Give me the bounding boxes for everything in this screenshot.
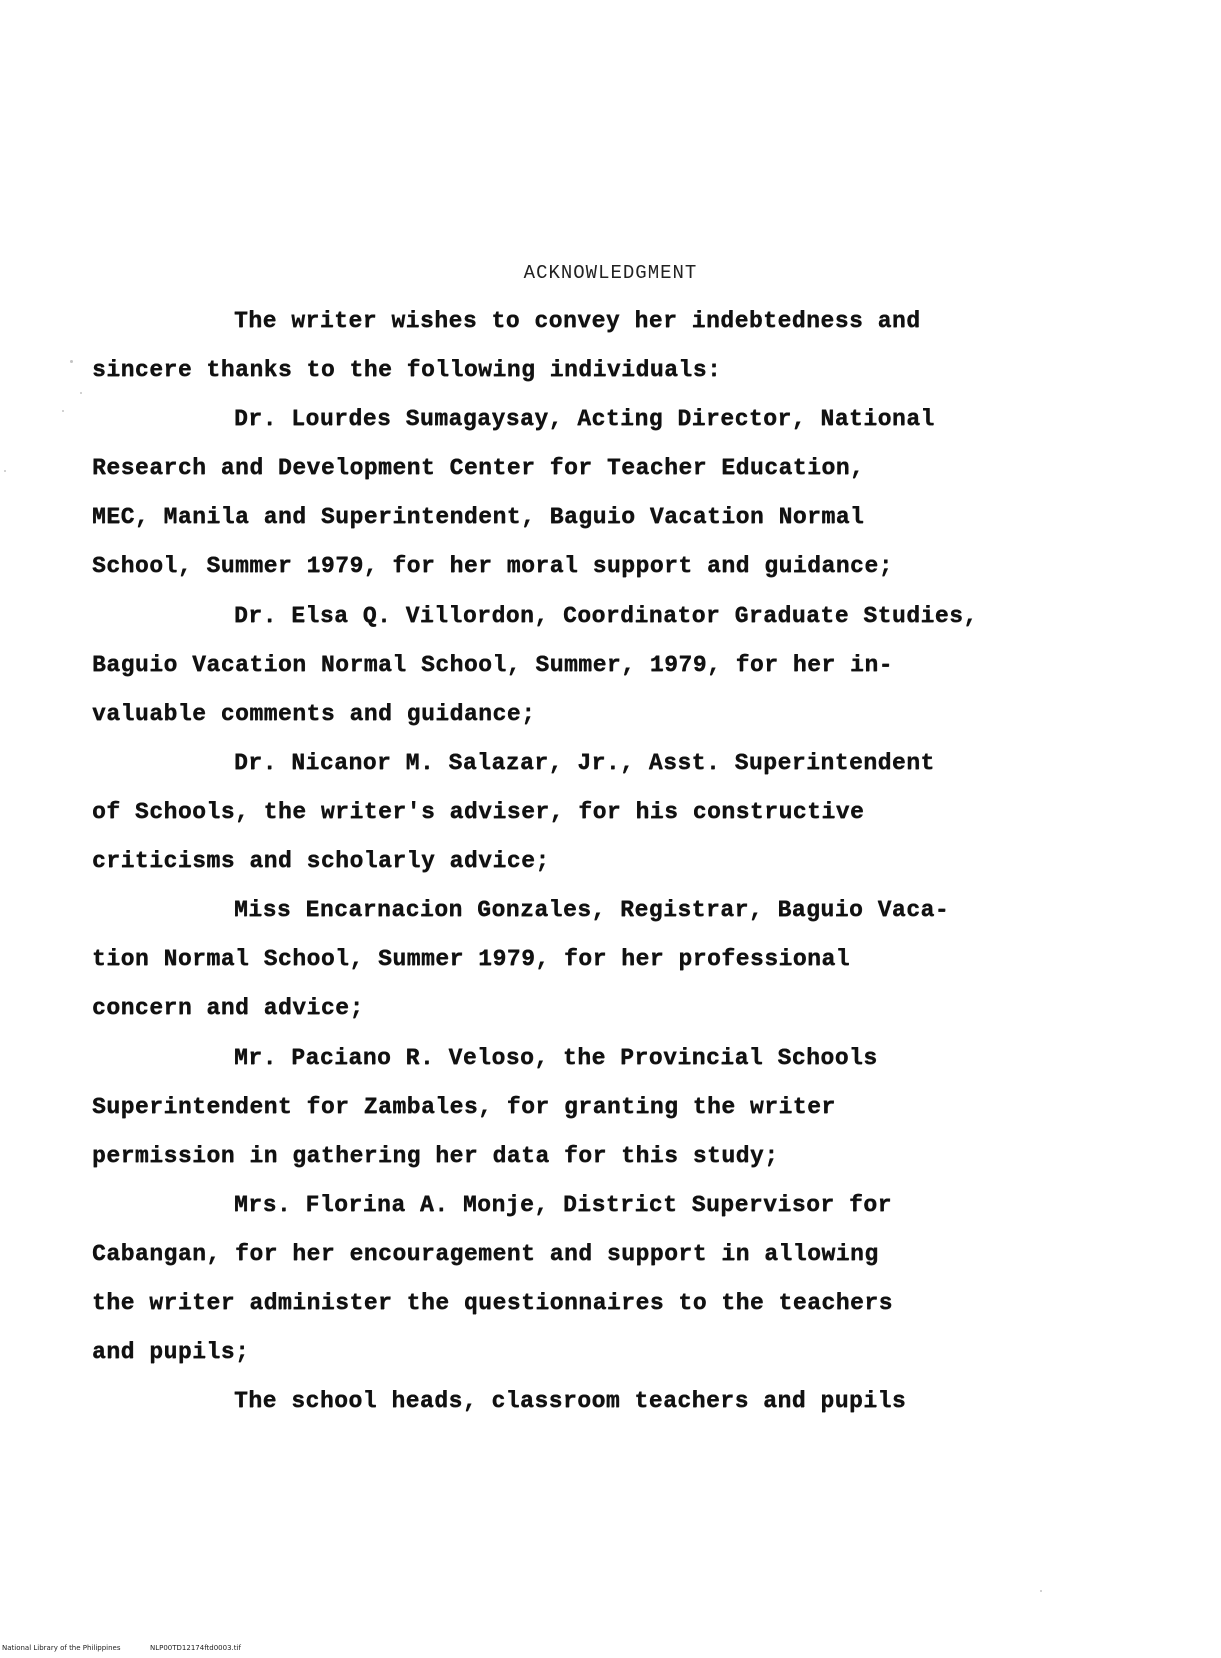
text-line: The writer wishes to convey her indebtedness and xyxy=(234,308,921,334)
scan-speck xyxy=(4,470,6,472)
text-line: Dr. Lourdes Sumagaysay, Acting Director, National xyxy=(234,406,935,432)
text-line: Superintendent for Zambales, for granting the writer xyxy=(92,1094,836,1120)
text-line: of Schools, the writer's adviser, for his constructive xyxy=(92,799,865,825)
text-line: Dr. Elsa Q. Villordon, Coordinator Graduate Studies, xyxy=(234,603,978,629)
footer-file-id: NLP00TD12174ftd0003.tif xyxy=(150,1644,241,1652)
text-line: Mrs. Florina A. Monje, District Supervisor for xyxy=(234,1192,892,1218)
text-line: MEC, Manila and Superintendent, Baguio Vacation Normal xyxy=(92,504,865,530)
text-line: concern and advice; xyxy=(92,995,364,1021)
text-line: Baguio Vacation Normal School, Summer, 1979, for her in- xyxy=(92,652,893,678)
text-line: criticisms and scholarly advice; xyxy=(92,848,550,874)
text-line: Cabangan, for her encouragement and support in allowing xyxy=(92,1241,879,1267)
text-line: School, Summer 1979, for her moral support and guidance; xyxy=(92,553,893,579)
text-line: Mr. Paciano R. Veloso, the Provincial Schools xyxy=(234,1045,878,1071)
text-line: tion Normal School, Summer 1979, for her professional xyxy=(92,946,851,972)
scan-speck xyxy=(70,360,73,363)
text-line: The school heads, classroom teachers and pupils xyxy=(234,1388,907,1414)
text-line: the writer administer the questionnaires to the teachers xyxy=(92,1290,893,1316)
scan-speck xyxy=(80,392,82,394)
text-line: Miss Encarnacion Gonzales, Registrar, Baguio Vaca- xyxy=(234,897,950,923)
text-line: Dr. Nicanor M. Salazar, Jr., Asst. Superintendent xyxy=(234,750,935,776)
text-line: permission in gathering her data for this study; xyxy=(92,1143,779,1169)
scan-speck xyxy=(1040,1590,1042,1592)
text-line: Research and Development Center for Teacher Education, xyxy=(92,455,865,481)
scan-speck xyxy=(62,410,64,412)
text-line: and pupils; xyxy=(92,1339,250,1365)
page-title: ACKNOWLEDGMENT xyxy=(523,262,698,284)
text-line: valuable comments and guidance; xyxy=(92,701,536,727)
footer-library: National Library of the Philippines xyxy=(2,1644,121,1652)
text-line: sincere thanks to the following individuals: xyxy=(92,357,722,383)
